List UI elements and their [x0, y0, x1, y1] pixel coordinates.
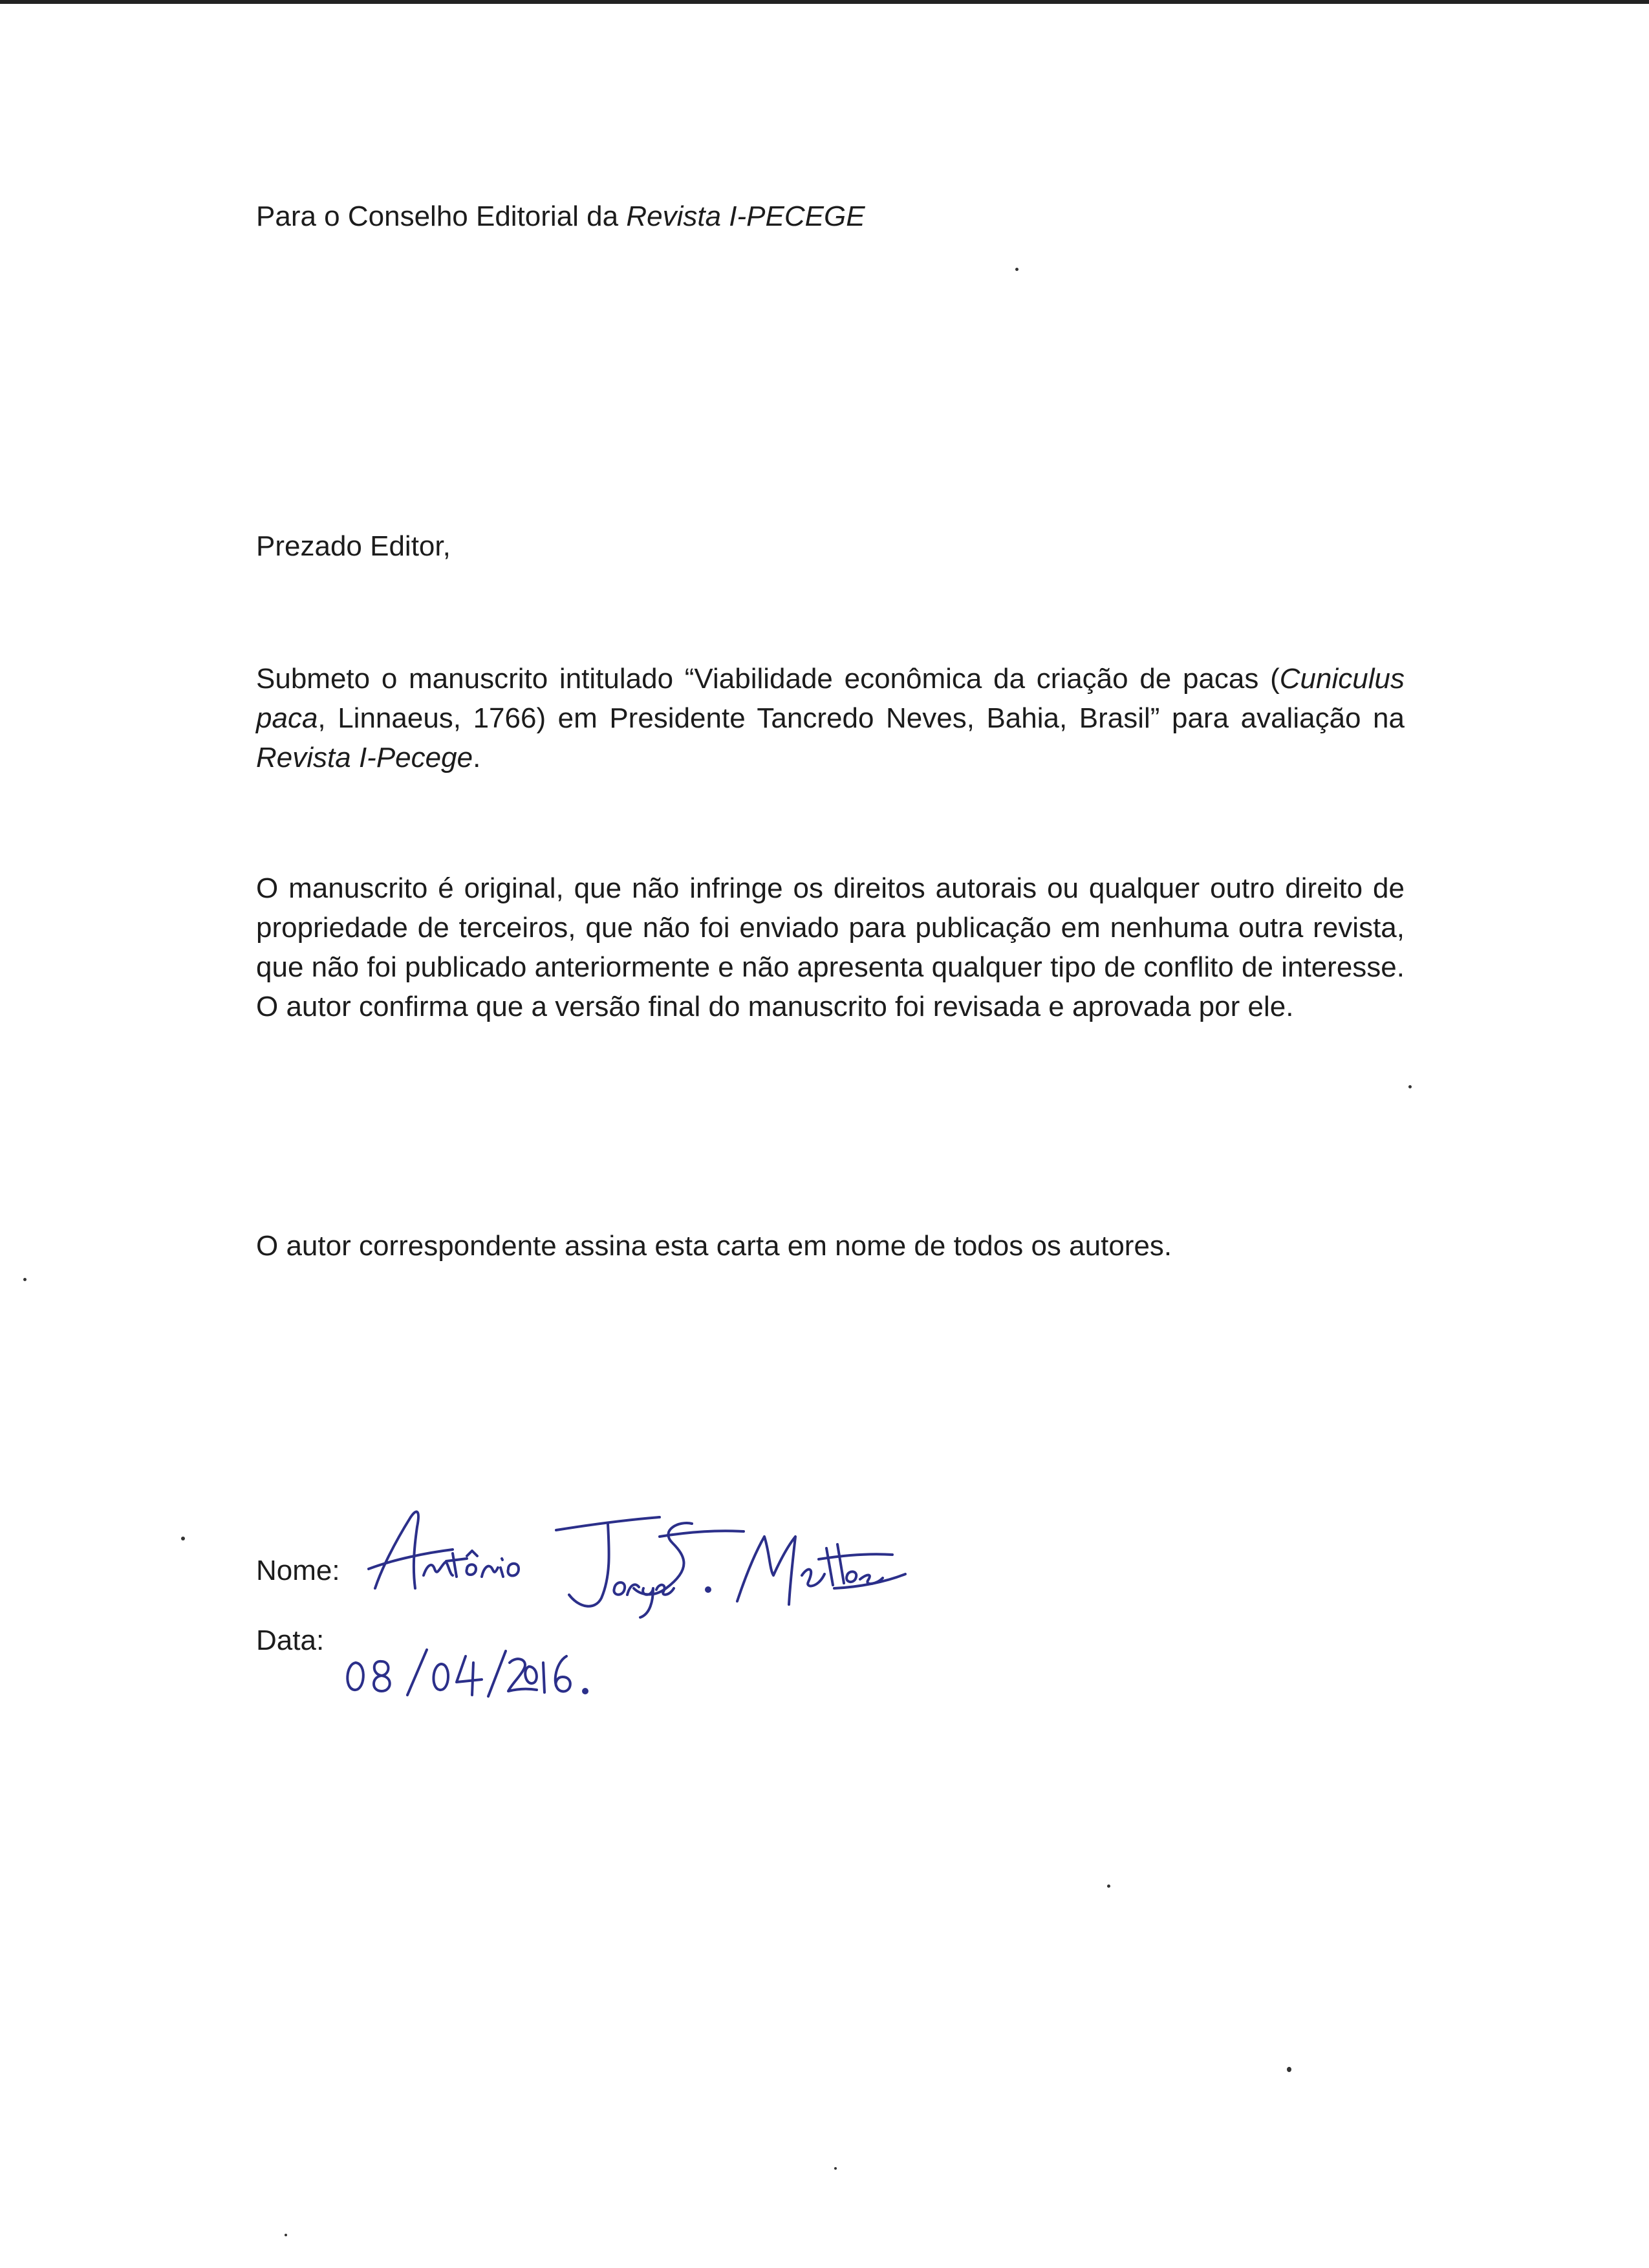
para1-part-b: , Linnaeus, 1766) em Presidente Tancredo Neves, Bahia, Brasil” para avaliação na — [318, 702, 1405, 734]
scan-speck — [834, 2167, 837, 2170]
addressee-journal: Revista I-PECEGE — [626, 200, 865, 232]
addressee-prefix: Para o Conselho Editorial da — [256, 200, 627, 232]
addressee-line — [256, 197, 1405, 236]
para1-part-a: Submeto o manuscrito intitulado “Viabilidade econômica da criação de pacas ( — [256, 663, 1280, 695]
paragraph-signing: O autor correspondente assina esta carta em nome de todos os autores. — [256, 1230, 1172, 1262]
handwritten-date — [336, 1624, 614, 1714]
species-name: Cuniculus paca — [256, 663, 1405, 734]
paragraph-submission — [256, 659, 1405, 777]
scan-speck — [285, 2234, 287, 2236]
date-label: Data: — [256, 1625, 325, 1656]
scan-speck — [1287, 2067, 1291, 2072]
scan-speck — [23, 1278, 27, 1281]
name-label: Nome: — [256, 1555, 340, 1586]
scan-speck — [1107, 1885, 1110, 1888]
para1-journal: Revista I-Pecege — [256, 742, 473, 773]
paragraph-originality: O manuscrito é original, que não infringe os direitos autorais ou qualquer outro direito de propriedade de terceiros, que não foi enviado para publicação em nenhuma outra revista, que não foi publicado anteriormente e não apresenta qualquer tipo de conflito de interesse. O autor confirma que a versão final do manuscrito foi revisada e aprovada por ele. — [256, 872, 1405, 1022]
para1-part-c: . — [473, 742, 481, 773]
handwritten-signature — [356, 1491, 938, 1640]
scan-speck — [1015, 268, 1018, 271]
salutation: Prezado Editor, — [256, 530, 451, 562]
scan-speck — [1408, 1085, 1412, 1088]
scan-speck — [181, 1537, 185, 1540]
